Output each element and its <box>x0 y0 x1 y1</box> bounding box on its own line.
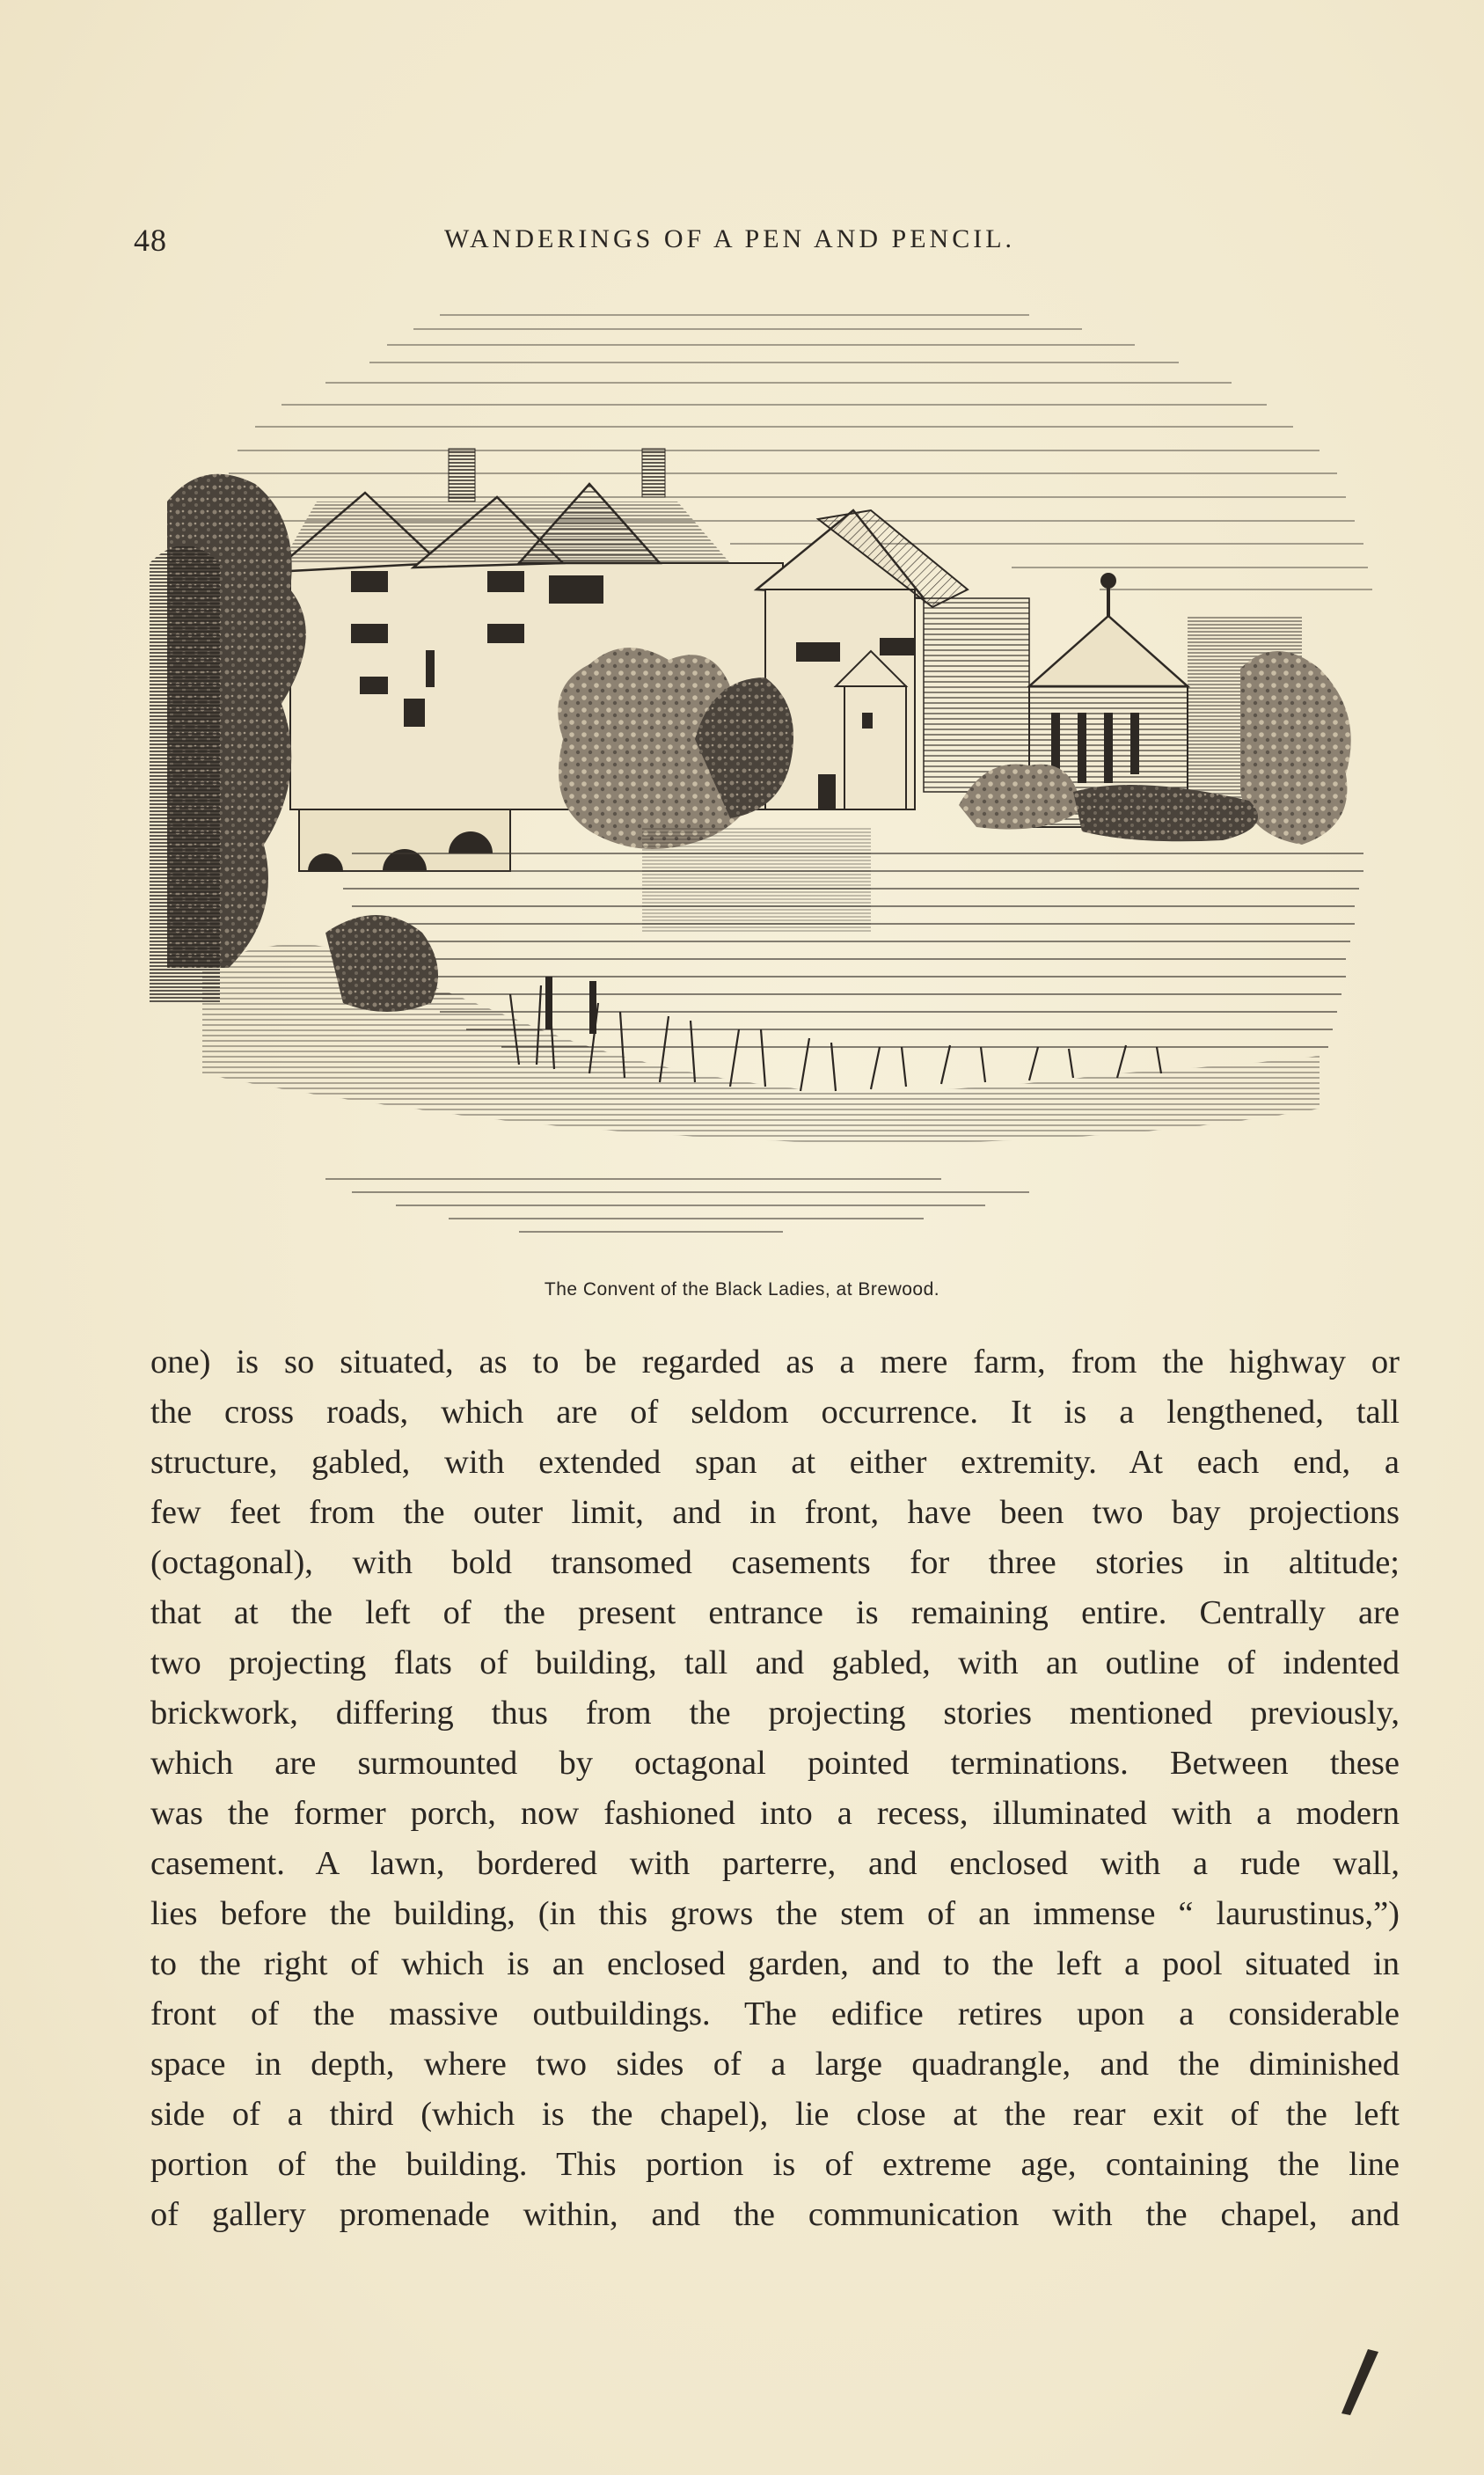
text-line: side of a third (which is the chapel), lie close at the rear exit of the left <box>150 2096 1400 2133</box>
text-line: lies before the building, (in this grows the stem of an immense “ laurustinus,”) <box>150 1895 1400 1932</box>
foreground-bank <box>202 915 1320 1232</box>
text-line: structure, gabled, with extended span at either extremity. At each end, a <box>150 1444 1400 1481</box>
ink-mark <box>1333 2345 1385 2428</box>
body-text <box>150 1337 1400 2240</box>
text-line: which are surmounted by octagonal pointed terminations. Between these <box>150 1745 1400 1782</box>
text-line: brickwork, differing thus from the projecting stories mentioned previously, <box>150 1695 1400 1732</box>
text-line: the cross roads, which are of seldom occurrence. It is a lengthened, tall <box>150 1394 1400 1431</box>
text-line: to the right of which is an enclosed garden, and to the left a pool situated in <box>150 1945 1400 1982</box>
page-number: 48 <box>134 223 167 258</box>
text-line: (octagonal), with bold transomed casements for three stories in altitude; <box>150 1544 1400 1581</box>
text-line: front of the massive outbuildings. The edifice retires upon a considerable <box>150 1995 1400 2032</box>
text-line: space in depth, where two sides of a large quadrangle, and the diminished <box>150 2046 1400 2083</box>
text-line: few feet from the outer limit, and in front, have been two bay projections <box>150 1494 1400 1531</box>
text-line: one) is so situated, as to be regarded as a mere farm, from the highway or <box>150 1344 1400 1380</box>
engraving-illustration <box>150 299 1381 1276</box>
text-line: was the former porch, now fashioned into a recess, illuminated with a modern <box>150 1795 1400 1832</box>
text-line: that at the left of the present entrance is remaining entire. Centrally are <box>150 1594 1400 1631</box>
running-head: WANDERINGS OF A PEN AND PENCIL. <box>444 224 1016 253</box>
text-line: portion of the building. This portion is of extreme age, containing the line <box>150 2146 1400 2183</box>
arched-bridge <box>299 809 510 871</box>
text-line: casement. A lawn, bordered with parterre, and enclosed with a rude wall, <box>150 1845 1400 1882</box>
text-line: of gallery promenade within, and the communication with the chapel, and <box>150 2196 1400 2233</box>
text-line: two projecting flats of building, tall and gabled, with an outline of indented <box>150 1644 1400 1681</box>
illustration-caption: The Convent of the Black Ladies, at Brewood. <box>544 1279 940 1300</box>
